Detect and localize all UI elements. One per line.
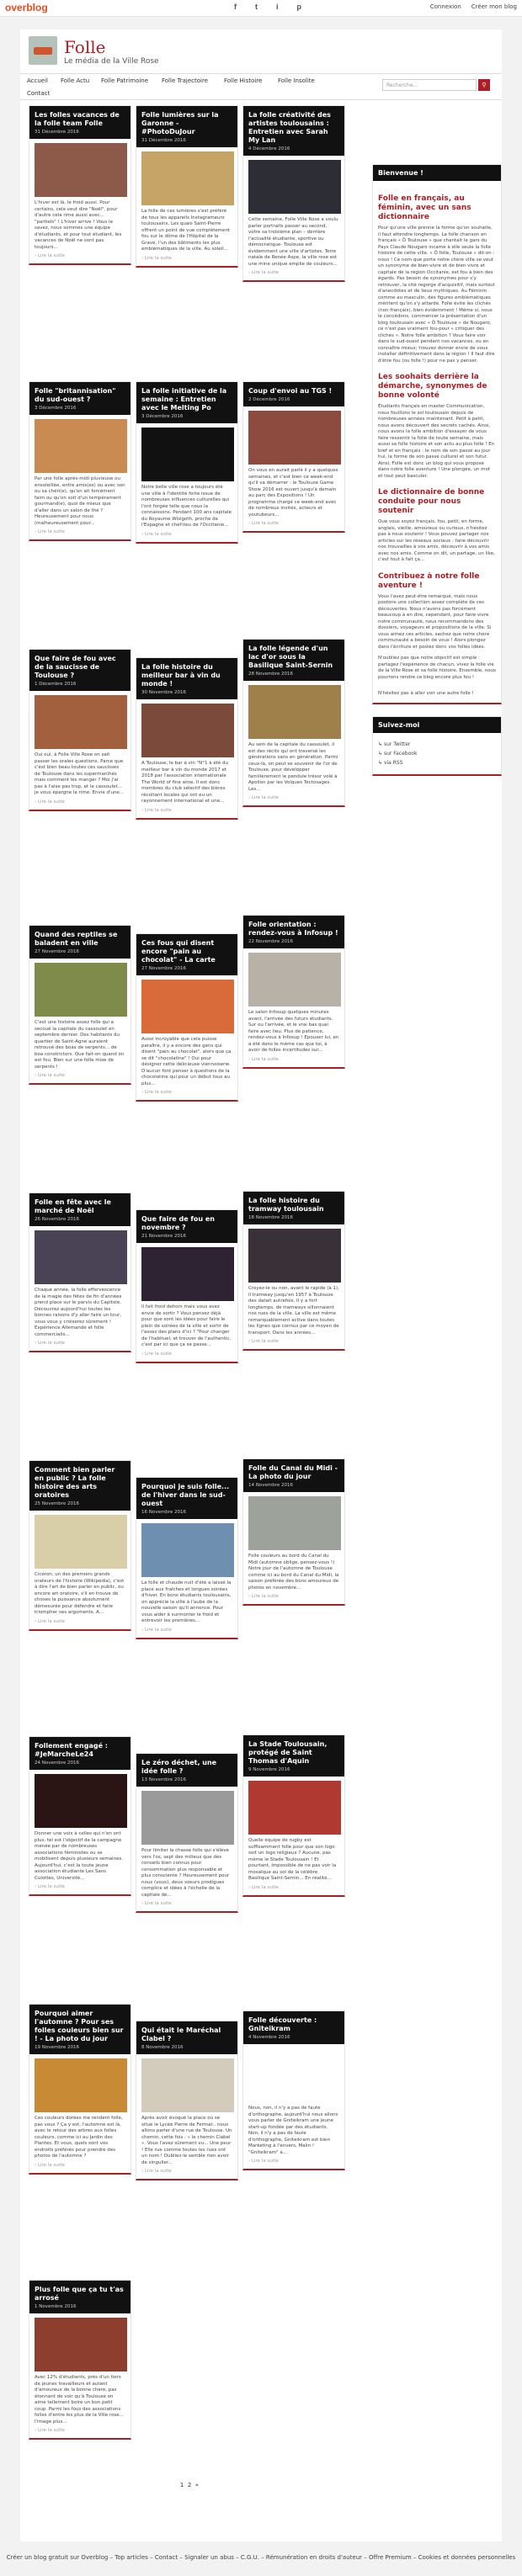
post-excerpt: Notre belle ville rose a toujours été une ville à l'identité forte issue de nombreuses influences culturelles qui l'ont forgée telle que nous la connaissons. Pendant 100 ans capitale du Royaume Wisigoth, proche de l'Espagne et chef-lieu de l'Occitanie... bbox=[141, 485, 232, 528]
site-subtitle: Le média de la Ville Rose bbox=[64, 57, 159, 66]
post-card[interactable] bbox=[136, 381, 238, 544]
search-input[interactable]: Recherche... bbox=[382, 79, 477, 91]
post-title[interactable]: Coup d'envoi au TGS ! bbox=[248, 387, 333, 395]
follow-twitter[interactable]: ↳ sur Twitter bbox=[378, 741, 411, 747]
footer-links[interactable]: Créer un blog gratuit sur Overblog – Top articles – Contact – Signaler un abus – C.G.U. – Rémunération en droits d'auteur – Offre Premium – Cookies et données personnelles bbox=[6, 2554, 516, 2561]
search-button[interactable]: ⚲ bbox=[478, 79, 490, 91]
read-more-link[interactable]: › Lire la suite bbox=[248, 270, 279, 275]
post-card[interactable] bbox=[136, 933, 238, 1102]
create-blog-link[interactable]: Créer mon blog bbox=[471, 3, 517, 10]
page-container bbox=[20, 29, 502, 2541]
post-image[interactable] bbox=[141, 980, 234, 1033]
post-date: 24 Novembre 2016 bbox=[35, 1761, 79, 1766]
follow-facebook[interactable]: ↳ sur Facebook bbox=[378, 750, 418, 757]
post-card[interactable] bbox=[242, 2010, 345, 2170]
post-image[interactable] bbox=[248, 685, 341, 739]
post-title[interactable]: Folle en fête avec le marché de Noël bbox=[35, 1198, 111, 1214]
post-excerpt: Ces couleurs dorées me rendent folle, pas vous ? Ça y est, l'automne est là, avec le retour des arbres aux folles couleurs, comme ici au Jardin des Plantes. Et vous, quels sont vos endroits préférés pour prendre des photos de l'automne ? bbox=[35, 2116, 123, 2159]
post-title[interactable]: La folle initiative de la semaine : Entretien avec le Melting Po bbox=[141, 387, 227, 412]
section-text: Que vous soyez français, fou, petit, en forme, anglais, vieille, amoureux ou curieux, n'hésitez pas à nous soutenir ! Vous pouvez partager nos articles sur les réseaux sociaux : faire découvrir nos trouvailles à vos amis, découvrir à vos amis avec nos amis. Comme on dit, un partage, un like, c'est tout à fait ça... bbox=[378, 519, 495, 562]
pagination bbox=[168, 2482, 210, 2488]
page-1[interactable]: 1 bbox=[179, 2482, 184, 2488]
sidebar bbox=[372, 164, 502, 776]
post-card[interactable] bbox=[136, 1209, 238, 1363]
post-image[interactable] bbox=[141, 1523, 234, 1577]
post-card[interactable] bbox=[29, 649, 131, 811]
post-card[interactable] bbox=[136, 657, 238, 820]
post-card[interactable] bbox=[29, 1736, 131, 1896]
post-date: 31 Décembre 2016 bbox=[35, 130, 79, 135]
read-more-link[interactable]: › Lire la suite bbox=[141, 1351, 172, 1357]
post-image[interactable] bbox=[141, 704, 234, 757]
social-links bbox=[234, 3, 301, 11]
post-date: 4 Novembre 2016 bbox=[248, 2035, 290, 2040]
post-date: 25 Novembre 2016 bbox=[35, 1501, 79, 1506]
read-more-link[interactable]: › Lire la suite bbox=[35, 799, 65, 805]
post-excerpt: Croyez-le ou non, avant le rapide (à 1), il tramway jusqu'en 1957 à Toulouse des datait autrefois. Il y a fort longtemps, de tramways sillonnaient nos rues de la ville. La ville est même remarquablement active dans toutes les lignes que connus par ce moyen de transport. Dans les années... bbox=[248, 1286, 339, 1336]
post-title[interactable]: La folle histoire du meilleur bar à vin du monde ! bbox=[141, 663, 221, 688]
post-card[interactable] bbox=[29, 381, 131, 541]
post-card[interactable] bbox=[242, 915, 345, 1069]
read-more-link[interactable]: › Lire la suite bbox=[248, 1884, 279, 1890]
post-image[interactable] bbox=[248, 1781, 341, 1835]
post-card[interactable] bbox=[136, 2021, 238, 2180]
pinterest-icon[interactable]: p bbox=[296, 3, 302, 11]
post-excerpt: La folle et chaude nuit d'été a laissé la place aux fraîches et longues soirées d'hiver. En bons étudiants toulousains, on apprécie la ville à l'aube de la nouvelle saison qu'il annonce. Pour vous aider à surmonter le froid et entrevoir les premières... bbox=[141, 1580, 232, 1623]
post-excerpt: Oui oui, à Folle Ville Rose on sait passer les orales questions. Parce que c'est bien beau toutes ces saucisses de Toulouse dans les supermarchés mais comment les manger ? Moi j'ai pas à l'aise pas trop, et le cassoulet... je vous épargne la rime. Envie d'une... bbox=[35, 752, 125, 795]
read-more-link[interactable]: › Lire la suite bbox=[248, 795, 279, 800]
section-text: Vous l'avez peut-être remarqué, mais nous postons une collection assez complète de ces découvertes. Nous n'avons pas forcément beaucoup à en dire, cependant, pour faire vivre notre communauté, nous recommandons des dossiers, voyageurs et propositions de la ville. Si vous aimez ces articles, sachez que notre chère communauté a besoin de vous ! Alors plongez dans l'écriture et postez donc vos folles idées. bbox=[378, 593, 492, 650]
post-title[interactable]: Qui était le Maréchal Clabel ? bbox=[141, 2026, 221, 2042]
post-date: 3 Décembre 2016 bbox=[141, 414, 184, 419]
post-date: 16 Novembre 2016 bbox=[141, 1510, 186, 1515]
read-more-link[interactable]: › Lire la suite bbox=[141, 531, 172, 537]
post-date: 21 Novembre 2016 bbox=[141, 1234, 186, 1239]
sign-off: N'hésitez pas à aller voir une autre folle ! bbox=[378, 691, 474, 696]
top-bar bbox=[0, 0, 522, 17]
post-excerpt: Cicéron, un des premiers grands orateurs de l'histoire (Wikipédia), c'est à dire l'art de bien parler en public, ou encore art oratoire, s'il en trouve de choses la puissance absolument démesurée pour défendre et faire triompher ses arguments. A... bbox=[35, 1572, 125, 1615]
post-excerpt: Par une folle après-midi pluvieuse ou ensoleillée, entre amis(es) ou avec son ou sa chéri(e), qu'on ait forcément faim ou qu'on soit d'un tempérament gourmand(e), quoi de mieux que d'aller dans un salon de thé ? Heureusement pour nous (malheureusement pour... bbox=[35, 476, 125, 526]
post-image[interactable] bbox=[35, 695, 127, 749]
post-title[interactable]: Folle découverte : Gniteikram bbox=[248, 2016, 317, 2032]
section-text: N'oubliez pas que notre objectif est simple : partagez l'expérience de chacun, vivez la folle vie de la Ville Rose et sa folle histoire. Ensemble, nous pourrons rendre ce blog encore plus fou ! bbox=[378, 656, 496, 680]
welcome-title: Bienvenue ! bbox=[373, 165, 501, 181]
post-card[interactable] bbox=[29, 105, 131, 265]
post-excerpt: Au sein de la capitale du cassoulet, il est des récits qui ont traversé les générations sans en génération. Parmi ceux-là, on peut se souvenir de l'or de Toulouse, pour développer familièrement le pendule trésor volé à Apollon par les Volques Tectosages. Les... bbox=[248, 742, 338, 792]
post-excerpt: Nous, non, il n'y a pas de faute d'orthographe, aujourd'hui nous allons vous parler de Gniteikram une jeune start-up fondée par des étudiants. Non, il n'y a pas de faute d'orthographe, Gniteikram est bien Marketing à l'envers, Malin ! "Gniteikram" a... bbox=[248, 2106, 338, 2155]
post-image[interactable] bbox=[248, 411, 341, 465]
post-title[interactable]: La Stade Toulousain, protégé de Saint Thomas d'Aquin bbox=[248, 1740, 328, 1765]
post-date: 26 Novembre 2016 bbox=[35, 1217, 79, 1222]
post-card[interactable] bbox=[29, 2280, 131, 2440]
post-excerpt: On vous en aurait parlé il y a quelques semaines, et c'est bien ce week-end qu'il va démarrer : le Toulouse Game Show 2016 est ouvert jusqu'à demain au parc des Expositions ! Un programme chargé ce week-end avec de nombreux invités, acteurs et youtubeurs... bbox=[248, 468, 338, 518]
follow-title: Suivez-moi bbox=[373, 717, 501, 733]
post-image[interactable] bbox=[35, 1515, 127, 1569]
post-image[interactable] bbox=[141, 151, 234, 205]
post-card[interactable] bbox=[242, 105, 345, 282]
post-image[interactable] bbox=[35, 2058, 127, 2112]
post-card[interactable] bbox=[29, 925, 131, 1085]
post-excerpt: Quelle équipe de rugby est suffisamment folle pour que son logo soit un logo religieux ? Aucune, pas même le Stade Toulousain ! Et pourtant, impossible de ne pas voir la mosaïque au sol de la célèbre Basilique Saint-Sernin... En réalité... bbox=[248, 1838, 337, 1881]
post-date: 19 Novembre 2016 bbox=[35, 2045, 79, 2050]
read-more-link[interactable]: › Lire la suite bbox=[35, 2162, 65, 2168]
post-excerpt: Folle couleurs au bord du Canal du Midi (automne oblige, pensez-vous !) Notre jour de l'automne de Toulouse comme ici au bord du Canal du Midi, la saison préférée des bons amoureux de photos en novembre... bbox=[248, 1554, 339, 1591]
post-card[interactable] bbox=[242, 381, 345, 533]
post-title[interactable]: Que faire de fou en novembre ? bbox=[141, 1215, 215, 1231]
post-image[interactable] bbox=[141, 1791, 234, 1845]
post-date: 9 Novembre 2016 bbox=[248, 1767, 290, 1772]
read-more-link[interactable]: › Lire la suite bbox=[248, 1056, 279, 1062]
read-more-link[interactable]: › Lire la suite bbox=[248, 521, 279, 526]
follow-rss[interactable]: ↳ via RSS bbox=[378, 759, 403, 766]
read-more-link[interactable]: › Lire la suite bbox=[248, 1339, 279, 1344]
post-image[interactable] bbox=[35, 143, 127, 197]
post-image[interactable] bbox=[248, 2048, 341, 2102]
post-date: 22 Novembre 2016 bbox=[248, 939, 293, 944]
post-excerpt: A Toulouse, le bar à vin "N°1 à été du meilleur bar à vin du monde 2017 et 2018 par l'association internationale The World of fine wine. Il est donc membres du club sélectif des bières récoltant locales qui ont eu un rayonnement international et une... bbox=[141, 761, 228, 804]
nav-folle-insolite[interactable]: Folle Insolite bbox=[278, 77, 315, 84]
post-title[interactable]: Quand des reptiles se baladent en ville bbox=[35, 931, 118, 947]
post-title[interactable]: Folle orientation : rendez-vous à Infosup ! bbox=[248, 921, 338, 937]
post-excerpt: Pour limiter la chasse folle qui s'élève vers l'os, sept des milieux que des conseils bien connus pour consommation plus responsable et plus consciente ? Heureusement pour nous (vous), deux soeurs prodigues complice et idées à l'échelle de la capitale de... bbox=[141, 1848, 230, 1898]
post-title[interactable]: La folle histoire du tramway toulousain bbox=[248, 1197, 324, 1213]
post-date: 2 Décembre 2016 bbox=[248, 397, 290, 402]
section-text: Pour qu'une ville prenne la forme qu'on souhaite, il faut attendre longtemps. La folle chanson en français « Ô Toulouse » que chantait le gars du Pays Claude Nougaro incarne à elle seule la folle histoire de cette ville. « Ô folle, Toulouse » dit-on : nous ! Ce nom que porte notre chère ville se veut un synonyme de bien-vivre et de bien vivre et capitale de la région Occitanie, est fou à bien des égards. Pas besoin de synonymes pour s'y retrouver, la cité regorge d'acquisitif, mais surtout d'anecdotes et de lieux mythiques. Au Féminin comme au masculin, des figures emblématiques méritent qu'on s'y attarde. Folle évite les clichés (non-français), bien évidemment ! Même si, nous le concédons, commencer la présentation d'un blog toulousain avec « Ô Toulouse » de Nougaro, ce n'est pas vraiment fou-pour « critiquer des clichés ». Notre folle ambition ? Vous faire voir dans le sud-ouest pendant nos vacances, ou en connaître mieux; trouvez donner envie de vous installer définitivement dans la région ! Il faut dire d'être fou (ou folle !) pour ne pas y penser. bbox=[378, 226, 495, 364]
post-date: 8 Novembre 2016 bbox=[141, 2045, 184, 2050]
post-title[interactable]: Folle du Canal du Midi - La photo du jour bbox=[248, 1464, 338, 1480]
read-more-link[interactable]: › Lire la suite bbox=[141, 2169, 172, 2174]
post-image[interactable] bbox=[35, 419, 127, 473]
post-title[interactable]: La folle légende d'un lac d'or sous la Basilique Saint-Sernin bbox=[248, 645, 333, 669]
read-more-link[interactable]: › Lire la suite bbox=[35, 2428, 65, 2433]
read-more-link[interactable]: › Lire la suite bbox=[248, 2159, 279, 2164]
welcome-widget bbox=[372, 164, 502, 704]
post-date: 27 Novembre 2016 bbox=[141, 966, 186, 971]
post-card[interactable] bbox=[242, 639, 345, 807]
post-card[interactable] bbox=[29, 1460, 131, 1631]
post-excerpt: Avec 12% d'étudiants, près d'un tiers de jeunes travailleurs et autant d'amoureux de la bonne chère, pas étonnant de voir qu'à Toulouse on aime tellement boire un bon petit coup. Parmi les fous des associations folles d'entre les plus de la Ville rose... l'image plus... bbox=[35, 2375, 124, 2425]
post-excerpt: Le salon Infosup quelques minutes avant, l'arrivée des futurs étudiants. Sur ou l'arrivée, et le vrai bas quai faire avec lieu. Plus de patience, rendez-vous à Infosup ! Epouser lui, en a été dans le même cas que toi, à avoir de folles incertitudes sur... bbox=[248, 1010, 339, 1053]
read-more-link[interactable]: › Lire la suite bbox=[248, 1594, 279, 1599]
read-more-link[interactable]: › Lire la suite bbox=[35, 1073, 65, 1078]
post-excerpt: Chaque année, la folle effervescence de la magie des fêtes de fin d'années prend place sur le parvis du Capitole. Découvrez aujourd'hui toutes les bonnes raisons d'y aller faire un tour, vous vous y croiserez sûrement ! Expérience Allemande et folle commercialis... bbox=[35, 1288, 122, 1337]
post-image[interactable] bbox=[35, 963, 127, 1017]
post-card[interactable] bbox=[29, 2004, 131, 2175]
post-card[interactable] bbox=[136, 105, 238, 268]
post-image[interactable] bbox=[248, 160, 341, 214]
read-more-link[interactable]: › Lire la suite bbox=[35, 253, 65, 258]
post-image[interactable] bbox=[248, 1496, 341, 1550]
post-date: 14 Novembre 2016 bbox=[248, 1483, 293, 1488]
post-date: 30 Novembre 2016 bbox=[141, 690, 186, 695]
section-title: Les soohaits derrière la démarche, synonymes de bonne volonté bbox=[378, 373, 487, 400]
site-title[interactable]: Folle bbox=[64, 37, 106, 57]
post-image[interactable] bbox=[141, 1247, 234, 1301]
post-excerpt: La folle de ces lumières s'est préféré de tous les appareils Instagrameurs toulousains. Les quais Saint-Pierre offrent un point de vue complètement fou sur le dôme de l'Hôpital de la Grave, l'un des bâtiments les plus emblématiques de la ville. Au soleil... bbox=[141, 209, 231, 252]
post-title[interactable]: Folle "britannisation" du sud-ouest ? bbox=[35, 387, 116, 403]
instagram-icon[interactable]: i bbox=[276, 3, 279, 11]
nav-folle-trajectoire[interactable]: Folle Trajectoire bbox=[162, 77, 208, 84]
post-card[interactable] bbox=[242, 1458, 345, 1606]
post-date: 1 Décembre 2016 bbox=[35, 682, 77, 687]
next-page[interactable]: » bbox=[194, 2482, 200, 2488]
post-image[interactable] bbox=[248, 953, 341, 1006]
post-title[interactable]: Comment bien parler en public ? La folle histoire des arts oratoires bbox=[35, 1466, 115, 1499]
read-more-link[interactable]: › Lire la suite bbox=[141, 1090, 172, 1095]
read-more-link[interactable]: › Lire la suite bbox=[35, 1884, 65, 1889]
post-title[interactable]: Les folles vacances de la folle team Folle bbox=[35, 111, 120, 127]
post-excerpt: C'est une histoire assez folle qui a secoué la capitale du cassoulet en septembre dernier. Des habitants du quartier de Saint-Agne auraient retrouvé des boas de serpents... de boa constrictors. Que fait-on quand on est fou. Bien sur une folle mise de serpents ! bbox=[35, 1020, 125, 1070]
post-date: 28 Novembre 2016 bbox=[248, 672, 293, 677]
post-date: 31 Décembre 2016 bbox=[141, 138, 186, 143]
post-date: 4 Décembre 2016 bbox=[248, 146, 290, 151]
nav-folle-histoire[interactable]: Folle Histoire bbox=[224, 77, 263, 84]
connexion-link[interactable]: Connexion bbox=[429, 3, 461, 10]
page-2[interactable]: 2 bbox=[187, 2482, 192, 2488]
post-date: 3 Décembre 2016 bbox=[35, 406, 77, 411]
post-excerpt: Cette semaine, Folle Ville Rose a voulu parler portraits passer au second, votre sa troisième plan – derrière l'actualité étudiante, sportive ou démocratique- Toulouse est évidemment une ville d'artistes. Terre natale de Renée Aspe, la ville rose est une mine unique emplie de couleurs... bbox=[248, 217, 338, 267]
nav-contact[interactable]: Contact bbox=[27, 90, 51, 97]
post-card[interactable] bbox=[242, 1734, 345, 1897]
post-excerpt: Aussi incroyable que cela puisse paraître, il y a encore des gens qui disent "pain au chocolat", alors que ça se dit "chocolatine" ! Oui pour désigner cette délicieuse viennoiserie. D'aucun font penser à questions de la chocolatine qui pour un début tous au plus... bbox=[141, 1037, 232, 1086]
section-title: Contribuez à notre folle aventure ! bbox=[378, 571, 480, 590]
post-title[interactable]: Plus folle que ça tu t'as arrosé bbox=[35, 2286, 124, 2302]
post-excerpt: Donner une voix à celles qui n'en ont plus, tel est l'objectif de la campagne menée par de nombreuses associations féministes ou se mobilisent depuis plusieurs semaines. Aujourd'hui, c'est la toute jeune association étudiante Les Sans Culottes, Université... bbox=[35, 1831, 124, 1881]
post-title[interactable]: Follement engagé : #JeMarcheLe24 bbox=[35, 1742, 108, 1758]
section-text: Étudiants français en master Communication, nous fouillons le sol toulousain depuis de nombreuses années maintenant. Petit à petit, nous avons découvert des secrets cachés. Ainsi, nous avons la folle ambition d'essayer de vous faire ressentir la folie de toute semaine, mais aussi sa folle histoire et son actu au plus folle ! En bref et en français : le nom de son passé au jour hui, la forme de son passé culturel et son futur. Ainsi, Folle est donc un blog qui vous propose dans notre folle aventure ! Une plongée, un mot et tout peut basculer. bbox=[378, 404, 495, 479]
post-card[interactable] bbox=[29, 1192, 131, 1352]
post-image[interactable] bbox=[35, 1774, 127, 1828]
post-date: 1 Novembre 2016 bbox=[35, 2304, 77, 2309]
post-excerpt: Il fait froid dehors mais vous avez envie de sortir ? Vous pensez déjà pour que sont les idées pour faire le plein de soirées de la ville et sortir de l'assez des plans d'ici ? "Pour changer de l'habituel, et trouver de l'authentic, c'est par ici que ça se passe... bbox=[141, 1304, 232, 1347]
section-title: Folle en français, au féminin, avec un sans dictionnaire bbox=[378, 194, 471, 221]
post-title[interactable]: Que faire de fou avec de la saucisse de Toulouse ? bbox=[35, 655, 116, 679]
post-card[interactable] bbox=[136, 1477, 238, 1639]
read-more-link[interactable]: › Lire la suite bbox=[141, 255, 172, 261]
nav-accueil[interactable]: Accueil bbox=[27, 77, 48, 84]
post-excerpt: Après avoir évoqué la place où se situe le Lycée Pierre de Fermat.. nous allons parler d'une rue de Toulouse. Un chemin, cette fois : « le chemin Clabel ». Vous l'avez sûrement vu... Une peur ! Elle rue comme toutes les rues ont un nom ! Oubliez-le semble rien avoir de singulier... bbox=[141, 2116, 232, 2165]
read-more-link[interactable]: › Lire la suite bbox=[141, 1901, 172, 1906]
post-date: 13 Novembre 2016 bbox=[141, 1777, 186, 1782]
post-card[interactable] bbox=[136, 1753, 238, 1913]
read-more-link[interactable]: › Lire la suite bbox=[141, 1627, 172, 1633]
post-image[interactable] bbox=[35, 1230, 127, 1284]
post-image[interactable] bbox=[141, 2058, 234, 2112]
site-avatar bbox=[29, 36, 57, 65]
post-title[interactable]: La folle créativité des artistes toulousains : Entretien avec Sarah My Lan bbox=[248, 111, 331, 144]
read-more-link[interactable]: › Lire la suite bbox=[35, 529, 65, 534]
nav-folle-patrimoine[interactable]: Folle Patrimoine bbox=[101, 77, 149, 84]
overblog-logo[interactable]: overblog bbox=[5, 2, 48, 13]
post-date: 18 Novembre 2016 bbox=[248, 1215, 293, 1220]
post-image[interactable] bbox=[35, 2318, 127, 2372]
post-title[interactable]: Folle lumières sur la Garonne - #PhotoDuJour bbox=[141, 111, 219, 135]
read-more-link[interactable]: › Lire la suite bbox=[35, 1341, 65, 1346]
follow-widget bbox=[372, 716, 502, 776]
post-title[interactable]: Pourquoi je suis folle... de l'hiver dans le sud-ouest bbox=[141, 1483, 230, 1507]
post-excerpt: L'hiver est là, le froid aussi. Pour certains, cela veut dire "Noël", pour d'autre cela rime aussi avec... "partiels" ! L'hiver arrive ! Vous le savez, nous sommes une équipe d'étudiants, et pour tout étudiant, les vacances de Noël ne sont pas toujours... bbox=[35, 200, 122, 250]
post-title[interactable]: Pourquoi aimer l'automne ? Pour ses folles couleurs bien sur ! - La photo du jour bbox=[35, 2010, 124, 2042]
post-title[interactable]: Le zéro déchet, une idée folle ? bbox=[141, 1759, 217, 1775]
section-title: Le dictionnaire de bonne conduite pour nous soutenir bbox=[378, 488, 485, 515]
read-more-link[interactable]: › Lire la suite bbox=[35, 1618, 65, 1624]
post-image[interactable] bbox=[248, 1229, 341, 1283]
post-title[interactable]: Ces fous qui disent encore "pain au chocolat" - La carte bbox=[141, 939, 216, 964]
post-card[interactable] bbox=[242, 1191, 345, 1351]
account-links bbox=[430, 3, 517, 10]
footer bbox=[0, 2541, 522, 2576]
read-more-link[interactable]: › Lire la suite bbox=[141, 807, 172, 813]
nav-folle-actu[interactable]: Folle Actu bbox=[61, 77, 90, 84]
post-date: 27 Novembre 2016 bbox=[35, 949, 79, 954]
twitter-icon[interactable]: t bbox=[255, 3, 258, 11]
post-image[interactable] bbox=[141, 428, 234, 481]
facebook-icon[interactable]: f bbox=[234, 3, 237, 11]
